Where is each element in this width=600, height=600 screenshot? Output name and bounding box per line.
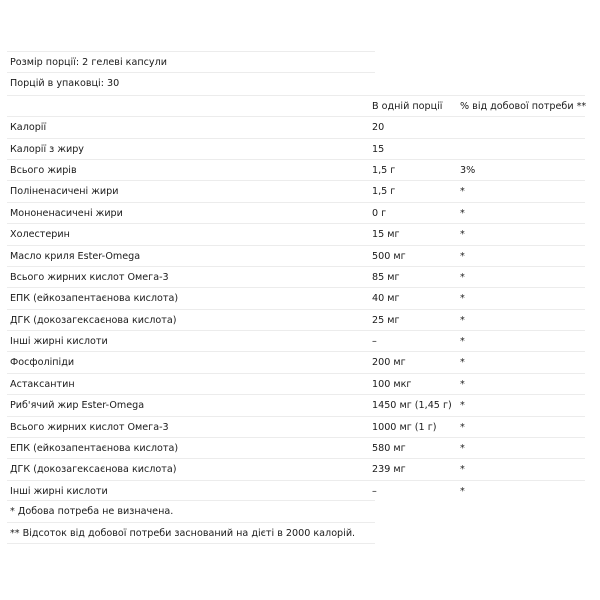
daily-value-column-header: % від добової потреби ** (460, 100, 587, 112)
nutrient-name: ЕПК (ейкозапентаєнова кислота) (10, 293, 179, 305)
nutrient-amount: 580 мг (372, 443, 406, 455)
nutrient-row (7, 394, 585, 415)
nutrient-row (7, 351, 585, 372)
nutrient-row (7, 416, 585, 437)
column-header-row (7, 95, 585, 116)
servings-per-container: Порцій в упаковці: 30 (10, 78, 120, 90)
nutrition-table (7, 52, 585, 545)
nutrient-amount: 20 (372, 122, 385, 134)
nutrient-name: ДГК (докозагексаєнова кислота) (10, 314, 177, 326)
serving-size: Розмір порції: 2 гелеві капсули (10, 57, 167, 68)
nutrient-row (7, 458, 585, 479)
nutrient-name: Інші жирні кислоти (10, 336, 108, 348)
nutrient-name: Холестерин (10, 229, 70, 241)
amount-column-header: В одній порції (372, 100, 443, 112)
bottom-divider-row (7, 544, 585, 545)
nutrient-row (7, 202, 585, 223)
nutrient-daily-value: * (460, 485, 465, 497)
nutrient-amount: 25 мг (372, 314, 400, 326)
divider (7, 543, 375, 544)
nutrient-amount: 15 (372, 143, 385, 155)
nutrient-daily-value: * (460, 400, 465, 412)
nutrient-amount: 200 мг (372, 357, 406, 369)
nutrient-row (7, 266, 585, 287)
nutrient-name: Мононенасичені жири (10, 207, 123, 219)
nutrient-row (7, 180, 585, 201)
nutrient-amount: – (372, 336, 377, 348)
nutrient-row (7, 159, 585, 180)
nutrient-row (7, 437, 585, 458)
nutrient-amount: 85 мг (372, 271, 400, 283)
nutrient-daily-value: * (460, 271, 465, 283)
nutrient-daily-value: * (460, 443, 465, 455)
nutrient-name: Калорії (10, 122, 47, 134)
nutrient-amount: 1450 мг (1,45 г) (372, 400, 452, 412)
nutrient-daily-value: * (460, 357, 465, 369)
nutrient-row (7, 138, 585, 159)
nutrient-daily-value: 3% (460, 164, 476, 176)
nutrient-daily-value: * (460, 250, 465, 262)
serving-size-row (7, 52, 585, 73)
nutrient-daily-value: * (460, 464, 465, 476)
nutrient-name: Астаксантин (10, 378, 75, 390)
nutrient-amount: 100 мкг (372, 378, 412, 390)
nutrient-amount: – (372, 485, 377, 497)
nutrient-name: Масло криля Ester-Omega (10, 250, 141, 262)
nutrient-row (7, 330, 585, 351)
nutrient-daily-value: * (460, 336, 465, 348)
nutrient-name: Всього жирів (10, 164, 77, 176)
nutrient-amount: 40 мг (372, 293, 400, 305)
nutrient-row (7, 223, 585, 244)
nutrient-daily-value: * (460, 421, 465, 433)
nutrient-row (7, 116, 585, 137)
nutrient-amount: 1,5 г (372, 186, 396, 198)
nutrient-row (7, 245, 585, 266)
nutrient-amount: 0 г (372, 207, 387, 219)
nutrient-daily-value: * (460, 186, 465, 198)
nutrient-name: ДГК (докозагексаєнова кислота) (10, 464, 177, 476)
nutrient-name: ЕПК (ейкозапентаєнова кислота) (10, 443, 179, 455)
nutrient-name: Риб'ячий жир Ester-Omega (10, 400, 145, 412)
nutrient-name: Калорії з жиру (10, 143, 84, 155)
nutrient-amount: 500 мг (372, 250, 406, 262)
nutrient-daily-value: * (460, 207, 465, 219)
nutrient-row (7, 373, 585, 394)
nutrient-amount: 1000 мг (1 г) (372, 421, 437, 433)
nutrient-amount: 239 мг (372, 464, 406, 476)
footnote-daily-value-basis: ** Відсоток від добової потреби заснований на дієті в 2000 калорій. (10, 527, 356, 539)
nutrient-row (7, 309, 585, 330)
nutrient-daily-value: * (460, 314, 465, 326)
footnote-row-1 (7, 501, 585, 522)
nutrient-name: Інші жирні кислоти (10, 485, 108, 497)
nutrient-name: Поліненасичені жири (10, 186, 119, 198)
nutrient-amount: 1,5 г (372, 164, 396, 176)
nutrient-daily-value: * (460, 378, 465, 390)
nutrient-row (7, 480, 585, 501)
nutrient-daily-value: * (460, 229, 465, 241)
footnote-row-2 (7, 523, 585, 544)
nutrient-name: Фосфоліпіди (10, 357, 75, 369)
nutrient-amount: 15 мг (372, 229, 400, 241)
nutrient-name: Всього жирних кислот Омега-3 (10, 421, 169, 433)
servings-per-container-row (7, 73, 585, 94)
nutrient-daily-value: * (460, 293, 465, 305)
footnote-no-daily-value: * Добова потреба не визначена. (10, 506, 174, 518)
nutrient-row (7, 287, 585, 308)
nutrient-name: Всього жирних кислот Омега-3 (10, 271, 169, 283)
